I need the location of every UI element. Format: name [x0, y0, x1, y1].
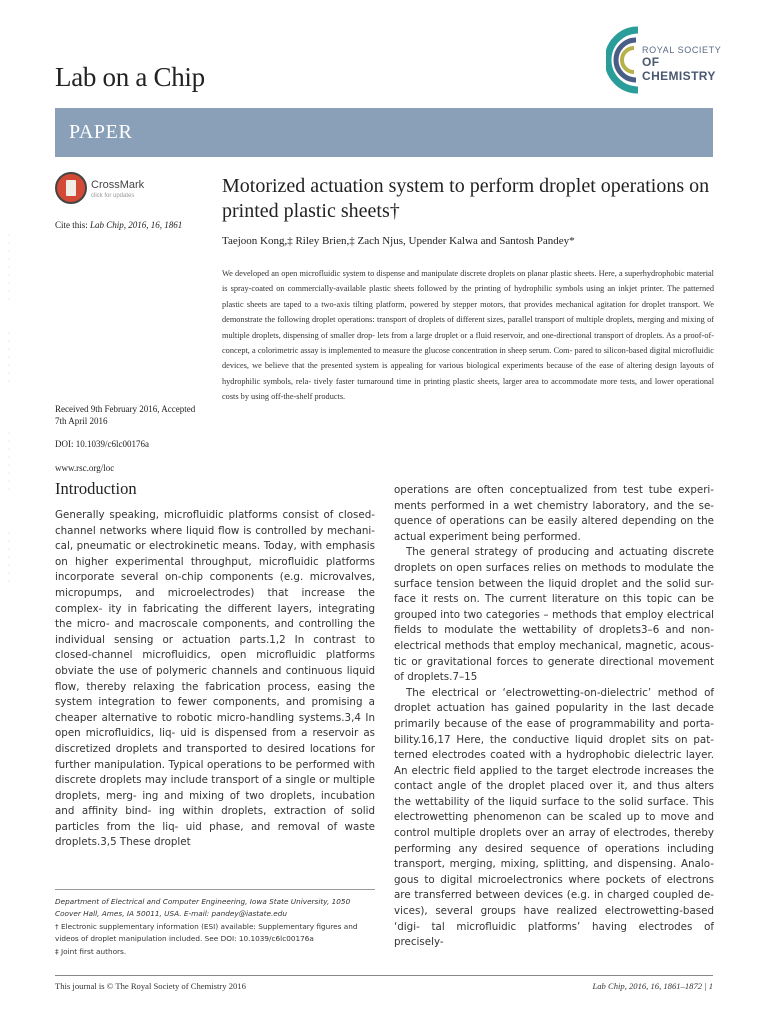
- body-paragraph: The general strategy of producing and actuating discrete droplets on open surfaces relies on methods to modulate the surface tension between the liquid droplet and the solid sur- face it rests on. The current literature on this topic can be grouped into two categories – methods that employ electrical fields to modulate the wettability of droplets3–6 and non- electrical methods that employ mechanical, magnetic, acous- tic or gravitational forces to generate directional movement of droplets.7–15: [394, 546, 714, 684]
- footer-divider: [55, 975, 713, 976]
- side-marker-dots: · · · · · · · · ·: [8, 233, 10, 303]
- abstract: We developed an open microfluidic system to dispense and manipulate discrete droplets on planar plastic sheets. Here, a superhydrophobic material is spray-coated on commercially-available plastic sheets followed by the printing of hydrophilic symbols using an inkjet printer. The patterned plastic sheets are taped to a two-axis tilting platform, powered by stepper motors, that provides mechanical agitation for droplet transport. We demonstrate the following droplet operations: transport of droplets of different sizes, parallel transport of multiple droplets, merging and mixing of multiple droplets, dispensing of smaller drop- lets from a large droplet or a fluid reservoir, and one-directional transport of droplets. As a proof-of-concept, a colorimetric assay is implemented to measure the glucose concentration in sheep serum. Com- pared to silicon-based digital microfluidic devices, we believe that the presented system is appealing for various biological experiments because of the ease of altering design layouts of hydrophilic symbols, rela- tively faster turnaround time in printing plastic sheets, larger area to accommodate more tests, and lower operational costs by using off-the-shelf products.: [222, 269, 714, 402]
- crossmark-button[interactable]: [55, 172, 175, 212]
- side-marker-dots: · · · · · · · ·: [8, 431, 10, 493]
- footnote-esi: † Electronic supplementary information (ESI) available: Supplementary figures and videos of droplet manipulation included. See DOI: 10.1039/c6lc00176a: [55, 921, 358, 944]
- journal-title: Lab on a Chip: [55, 62, 205, 92]
- side-marker-dots: · · · · · · ·: [8, 331, 10, 385]
- rsc-logo-line1: ROYAL SOCIETY: [642, 45, 722, 55]
- crossmark-sublabel: click for updates: [91, 193, 135, 199]
- crossmark-icon: [55, 172, 87, 204]
- side-marker-dots: · · · · · · ·: [8, 531, 10, 585]
- body-column-right: [394, 483, 714, 951]
- footnote-divider: [55, 889, 375, 890]
- body-paragraph: The electrical or ‘electrowetting-on-dielectric’ method of droplet actuation has gained popularity in the last decade primarily because of the ease of programmability and porta- bility.16,17 Here, the conductive liquid droplet sits on pat- terned electrodes coated with a hydrophobic dielectric layer. An electric field applied to the target electrode increases the contact angle of the droplet placed over it, and thus alters the wettability of the liquid surface to the solid surface. This electrowetting phenomenon can be scaled up to move and control multiple droplets over an array of electrodes, thereby performing any desired sequence of operations including transport, merging, mixing, splitting, and dispensing. Analo- gous to digital microelectronics where pockets of electrons are transferred between devices (e.g. in charged coupled de- vices), several groups have realized electrowetting-based ‘digi- tal microfluidic platforms’ having electrodes of precisely-: [394, 686, 714, 949]
- footer-citation-page: [548, 981, 713, 991]
- footer-citation: Lab Chip, 2016, 16, 1861–1872 | 1: [592, 981, 713, 991]
- footer-copyright: This journal is © The Royal Society of Chemistry 2016: [55, 981, 246, 991]
- doi-link[interactable]: DOI: 10.1039/c6lc00176a: [55, 439, 149, 449]
- footnotes: [55, 896, 375, 958]
- footnote-equal-contribution: ‡ Joint first authors.: [55, 946, 127, 956]
- journal-url-link[interactable]: www.rsc.org/loc: [55, 463, 115, 473]
- section-banner-label: PAPER: [69, 121, 133, 143]
- received-dates: Received 9th February 2016, Accepted 7th April 2016: [55, 404, 196, 426]
- cite-value: Lab Chip, 2016, 16, 1861: [90, 220, 183, 230]
- rsc-logo-line2: OF CHEMISTRY: [642, 55, 716, 83]
- body-paragraph: Generally speaking, microfluidic platforms consist of closed- channel networks where liquid flow is controlled by mechani- cal, pneumatic or electrokinetic means. Today, with emphasis on higher experimental throughput, microfluidic platforms incorporate several on-chip components (e.g. microvalves, micropumps, and microelectrodes) that increase the complex- ity in fabricating the different layers, integrating the micro- and macroscale components, and controlling the individual sensing or actuation parts.1,2 In contrast to closed-channel microfluidics, open microfluidic platforms obviate the use of polymeric channels and continuous liquid flow, thereby relaxing the fabrication process, easing the system integration to fewer components, and promising a cheaper alternative to robotic micro-handling systems.3,4 In open microfluidics, liq- uid is dispensed from a reservoir as discretized droplets and transported to desired locations for further manipulation. Typical operations to be performed with discrete droplets may include transport of a single or multiple droplets, merg- ing and mixing of two droplets, incubation and affinity bind- ing within droplets, extraction of solid particles from the liq- uid phase, and removal of waste droplets.3,5 These droplet: [55, 509, 375, 849]
- section-heading-introduction: Introduction: [55, 479, 137, 498]
- cite-label: Cite this:: [55, 220, 88, 230]
- rsc-ring-icon: [606, 20, 646, 100]
- rsc-logo: [606, 20, 726, 100]
- paper-title: Motorized actuation system to perform droplet operations on printed plastic sheets†: [222, 175, 710, 222]
- footnote-affiliation: Department of Electrical and Computer Engineering, Iowa State University, 1050 Coover Hall, Ames, IA 50011, USA. E-mail: pandey@iastate.edu: [55, 897, 351, 919]
- body-column-left: [55, 508, 375, 851]
- author-list: Taejoon Kong,‡ Riley Brien,‡ Zach Njus, Upender Kalwa and Santosh Pandey*: [222, 235, 575, 247]
- crossmark-label: CrossMark: [91, 179, 145, 191]
- section-banner: [55, 108, 713, 157]
- body-paragraph: operations are often conceptualized from test tube experi- ments performed in a wet chemistry laboratory, and the se- quence of operations can be easily altered depending on the actual experiment being performed.: [394, 484, 714, 543]
- citation: [55, 219, 215, 231]
